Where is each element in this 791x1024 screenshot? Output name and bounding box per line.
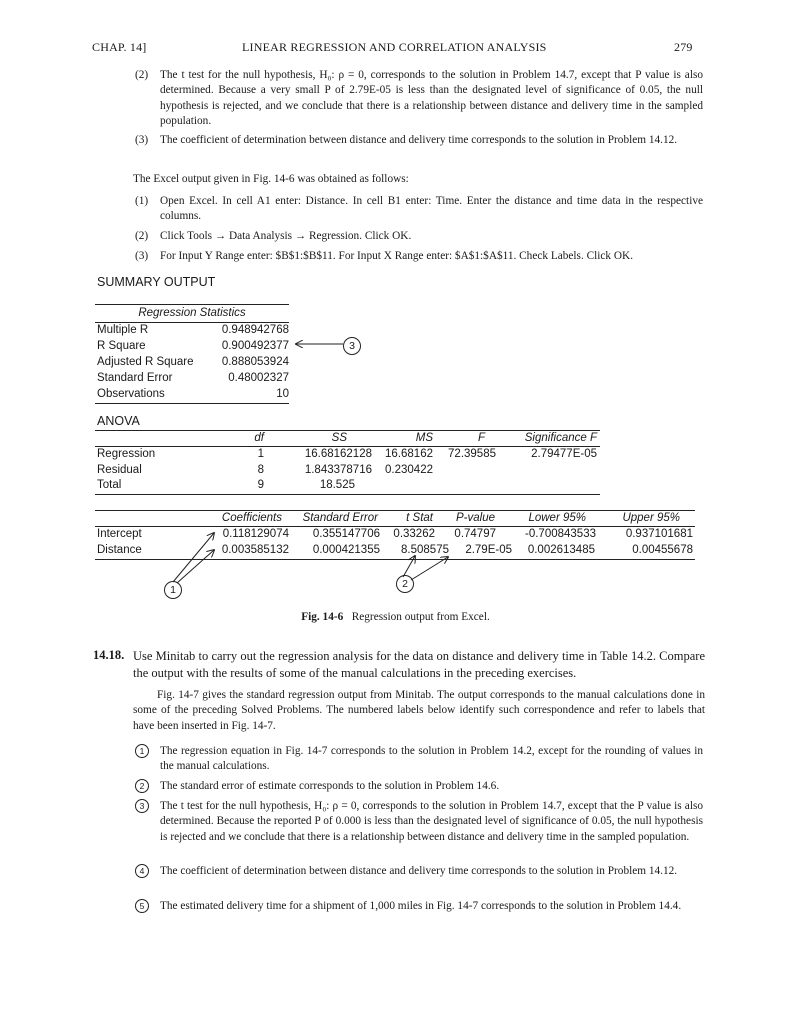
coef-cell: -0.700843533 xyxy=(525,528,596,540)
anova-header: df xyxy=(254,432,264,444)
stat-label: Multiple R xyxy=(97,324,149,336)
item-text: For Input Y Range enter: $B$1:$B$11. For Input X Range enter: $A$1:$A$11. Check Labels. Click OK. xyxy=(160,250,634,262)
running-title: LINEAR REGRESSION AND CORRELATION ANALYSIS xyxy=(242,40,547,54)
anova-row-label: Residual xyxy=(97,464,142,476)
figure-label: Fig. 14-6 xyxy=(301,611,344,623)
coef-cell: 0.937101681 xyxy=(625,528,693,540)
item-text: Click Tools → Data Analysis → Regression. Click OK. xyxy=(160,230,412,242)
problem-text: Use Minitab to carry out the regression analysis for the data on distance and delivery time in Table 14.2. Compare the output with the results of some of the manual calculations in the preceding exercises. xyxy=(133,649,705,680)
solution-intro xyxy=(133,688,705,734)
solution-intro-text: Fig. 14-7 gives the standard regression output from Minitab. The output corresponds to the manual calculations done in some of the preceding Solved Problems. The numbered labels below identify such correspondence and refer to labels that have been inserted in Fig. 14-7. xyxy=(133,689,705,732)
anova-cell: 72.39585 xyxy=(448,448,496,460)
list-item xyxy=(135,899,705,931)
anova-cell: 8 xyxy=(257,464,264,476)
anova-row-label: Total xyxy=(97,479,122,491)
figure-caption xyxy=(0,611,791,623)
callout-3: 3 xyxy=(343,337,361,355)
list-item xyxy=(135,864,705,896)
anova-cell: 16.68162 xyxy=(385,448,433,460)
stat-value: 10 xyxy=(276,388,289,400)
coef-cell: 0.00455678 xyxy=(632,544,693,556)
item-number: (3) xyxy=(135,250,149,262)
item-number: (3) xyxy=(135,134,149,146)
chapter-label: CHAP. 14] xyxy=(92,40,147,54)
excel-intro: The Excel output given in Fig. 14-6 was obtained as follows: xyxy=(133,173,409,185)
item-text: The standard error of estimate corresponds to the solution in Problem 14.6. xyxy=(160,780,500,792)
anova-cell: 18.525 xyxy=(319,479,355,491)
coef-header: Standard Error xyxy=(302,512,378,524)
item-number: (2) xyxy=(135,230,149,242)
anova-header: MS xyxy=(415,432,433,444)
coef-row-label: Intercept xyxy=(97,528,142,540)
circled-number: 5 xyxy=(135,899,149,913)
stat-label: Adjusted R Square xyxy=(97,356,194,368)
coef-cell: 0.000421355 xyxy=(312,544,380,556)
list-item xyxy=(135,799,705,861)
anova-cell: 2.79477E-05 xyxy=(531,448,597,460)
anova-cell: 1 xyxy=(257,448,264,460)
anova-title: ANOVA xyxy=(97,414,140,428)
problem-number: 14.18. xyxy=(93,648,125,662)
stat-value: 0.948942768 xyxy=(221,324,289,336)
coef-cell: 0.002613485 xyxy=(527,544,595,556)
coef-header: Lower 95% xyxy=(528,512,586,524)
stat-label: R Square xyxy=(97,340,146,352)
coef-cell: 0.33262 xyxy=(393,528,435,540)
stat-label: Observations xyxy=(97,388,165,400)
circled-number: 2 xyxy=(135,779,149,793)
stats-header: Regression Statistics xyxy=(138,307,246,319)
anova-cell: 9 xyxy=(257,479,264,491)
coef-header: t Stat xyxy=(406,512,433,524)
coef-cell: 0.74797 xyxy=(454,528,496,540)
item-text: The t test for the null hypothesis, H₀: ρ = 0, corresponds to the solution in Problem 14.7, except that the P value is also determined. Because the reported P of 0.000 is less than the designated level of significance of 0.05, the null hypothesis is rejected and we conclude that there is a relationship between distance and delivery time in the sampled population. xyxy=(160,800,703,843)
coef-header: Upper 95% xyxy=(622,512,680,524)
coef-cell: 0.355147706 xyxy=(312,528,380,540)
callout-2: 2 xyxy=(396,575,414,593)
item-text: The coefficient of determination between distance and delivery time corresponds to the solution in Problem 14.12. xyxy=(160,134,678,146)
coef-cell: 2.79E-05 xyxy=(465,544,512,556)
list-item xyxy=(135,744,705,776)
coef-row-label: Distance xyxy=(97,544,142,556)
anova-header: SS xyxy=(331,432,347,444)
circled-number: 1 xyxy=(135,744,149,758)
anova-cell: 16.68162128 xyxy=(304,448,372,460)
coef-header: P-value xyxy=(456,512,495,524)
coef-header: Coefficients xyxy=(221,512,282,524)
anova-row-label: Regression xyxy=(97,448,156,460)
anova-header: F xyxy=(477,432,485,444)
arrow-to-intercept-coef xyxy=(173,533,214,582)
coef-cell: 0.118129074 xyxy=(222,528,289,540)
anova-header: Significance F xyxy=(524,432,597,444)
page-number: 279 xyxy=(674,40,693,54)
summary-title: SUMMARY OUTPUT xyxy=(97,275,216,289)
coef-cell: 8.508575 xyxy=(401,544,449,556)
callout-1: 1 xyxy=(164,581,182,599)
item-number: (2) xyxy=(135,69,149,81)
anova-cell: 1.843378716 xyxy=(304,464,372,476)
figure-caption-text: Regression output from Excel. xyxy=(351,611,490,623)
arrow-to-p-value xyxy=(411,557,448,580)
coef-cell: 0.003585132 xyxy=(221,544,289,556)
arrow-to-t-stat xyxy=(403,556,415,577)
circled-number: 4 xyxy=(135,864,149,878)
stat-value: 0.888053924 xyxy=(221,356,289,368)
item-text: The t test for the null hypothesis, H₀: ρ = 0, corresponds to the solution in Problem 14.7, except that P value is also determined. Because a very small P of 2.79E-05 is less than the designated level of significance of 0.05, the null hypothesis is rejected, and we conclude that there is a relationship between distance and delivery time in the sampled population. xyxy=(160,69,703,127)
circled-number: 3 xyxy=(135,799,149,813)
item-text: The estimated delivery time for a shipment of 1,000 miles in Fig. 14-7 corresponds to the solution in Problem 14.4. xyxy=(160,900,682,912)
list-item xyxy=(135,779,705,795)
item-text: The coefficient of determination between distance and delivery time corresponds to the solution in Problem 14.12. xyxy=(160,865,678,877)
stat-value: 0.48002327 xyxy=(228,372,289,384)
item-text: Open Excel. In cell A1 enter: Distance. In cell B1 enter: Time. Enter the distance and time data in the respective columns. xyxy=(160,195,703,223)
item-number: (1) xyxy=(135,195,149,207)
stat-value: 0.900492377 xyxy=(221,340,289,352)
stat-label: Standard Error xyxy=(97,372,173,384)
anova-cell: 0.230422 xyxy=(385,464,433,476)
item-text: The regression equation in Fig. 14-7 corresponds to the solution in Problem 14.2, except for the rounding of values in the manual calculations. xyxy=(160,745,703,773)
